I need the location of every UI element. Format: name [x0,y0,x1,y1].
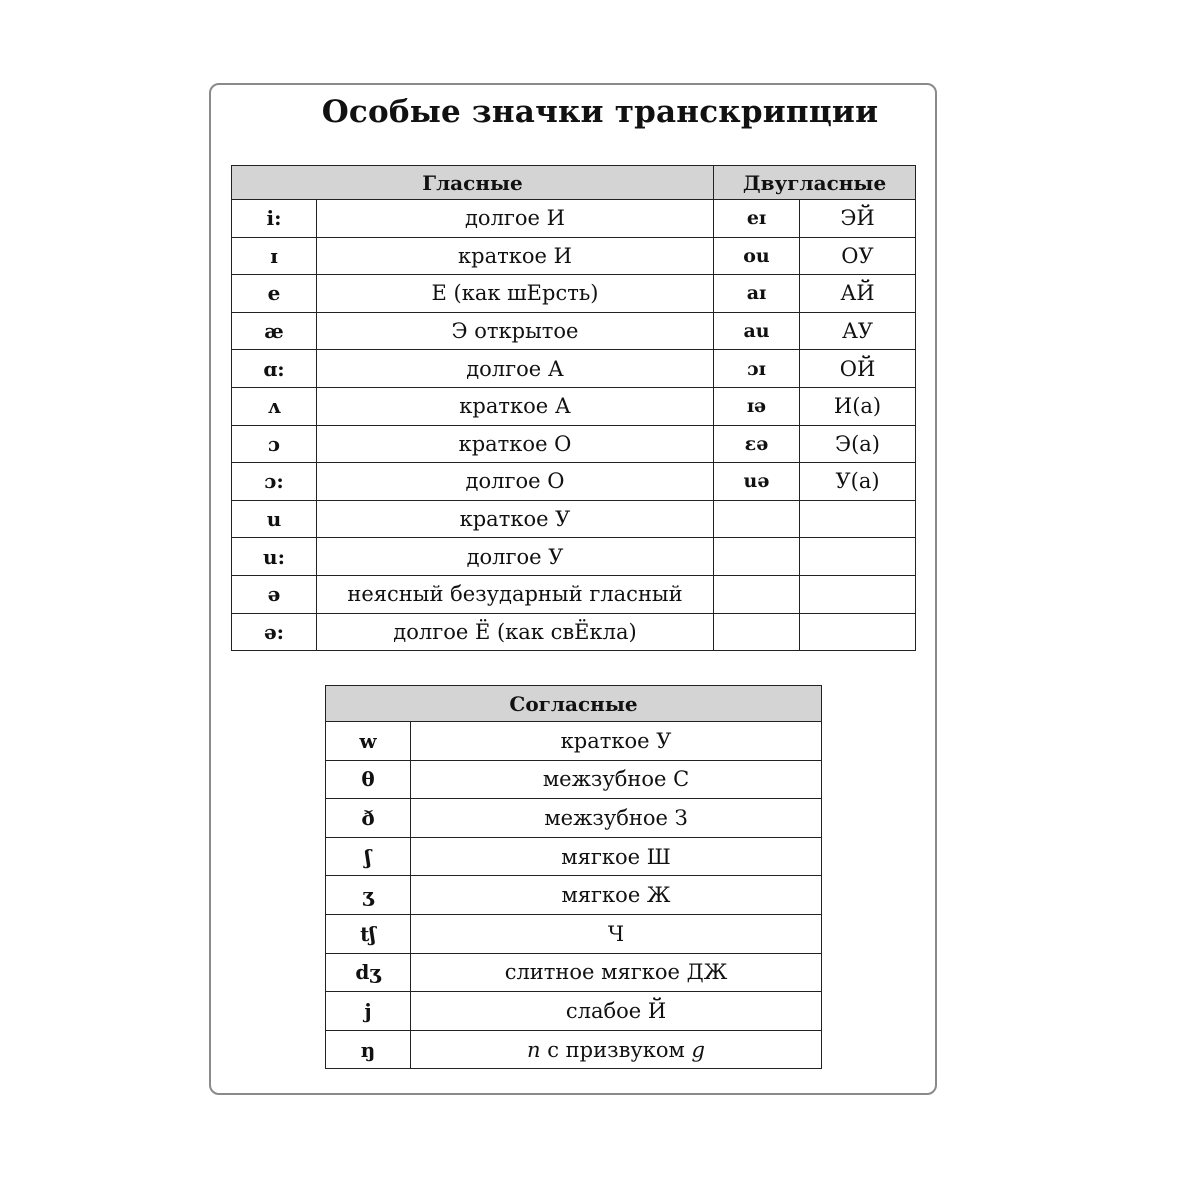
diphthong-value: АУ [800,312,916,350]
consonant-symbol: ŋ [326,1030,411,1069]
vowel-description: краткое А [317,387,714,425]
consonant-symbol: w [326,722,411,761]
vowel-description: долгое О [317,463,714,501]
vowel-symbol: ʌ [232,387,317,425]
table-row [232,312,916,350]
diphthong-value: ЭЙ [800,200,916,238]
consonant-description: слабое Й [411,992,822,1031]
vowel-description: Е (как шЕрсть) [317,275,714,313]
table-row [326,1030,822,1069]
table-row [232,538,916,576]
vowel-symbol: ə: [232,613,317,651]
vowel-description: краткое И [317,237,714,275]
consonant-symbol: ð [326,799,411,838]
empty-cell [714,500,800,538]
description-middle: с призвуком [540,1037,692,1062]
table-row [326,953,822,992]
table-row [326,992,822,1031]
table-row [232,575,916,613]
empty-cell [800,500,916,538]
table-row [326,876,822,915]
table-row [232,613,916,651]
diphthong-symbol: ɔɪ [714,350,800,388]
consonant-symbol: tʃ [326,914,411,953]
diphthong-symbol: uə [714,463,800,501]
consonant-symbol: ʒ [326,876,411,915]
vowel-symbol: u: [232,538,317,576]
vowel-symbol: e [232,275,317,313]
consonant-description [411,1030,822,1069]
consonant-description: мягкое Ж [411,876,822,915]
diphthong-symbol: au [714,312,800,350]
empty-cell [714,538,800,576]
vowel-symbol: ɪ [232,237,317,275]
empty-cell [800,538,916,576]
table-row [232,237,916,275]
table-row [326,722,822,761]
consonants-header: Согласные [326,686,822,722]
table-row [232,275,916,313]
consonant-description: Ч [411,914,822,953]
table-row [326,914,822,953]
page-title: Особые значки транскрипции [321,94,879,130]
vowel-symbol: i: [232,200,317,238]
table-row [232,350,916,388]
table-row [326,799,822,838]
vowel-symbol: u [232,500,317,538]
table-row [232,387,916,425]
table-row [326,760,822,799]
table-row [232,425,916,463]
diphthongs-header: Двугласные [714,166,916,200]
consonant-description: мягкое Ш [411,837,822,876]
consonant-symbol: j [326,992,411,1031]
diphthong-value: У(а) [800,463,916,501]
vowel-description: долгое Ё (как свЁкла) [317,613,714,651]
empty-cell [800,575,916,613]
empty-cell [714,613,800,651]
diphthong-symbol: ou [714,237,800,275]
vowels-header: Гласные [232,166,714,200]
diphthong-value: Э(а) [800,425,916,463]
table-row [232,500,916,538]
empty-cell [800,613,916,651]
table-row [326,837,822,876]
vowel-symbol: ə [232,575,317,613]
consonant-description: слитное мягкое ДЖ [411,953,822,992]
vowel-description: Э открытое [317,312,714,350]
consonant-description: межзубное С [411,760,822,799]
diphthong-symbol: eɪ [714,200,800,238]
table-row [232,200,916,238]
diphthong-value: ОУ [800,237,916,275]
consonant-description: краткое У [411,722,822,761]
consonant-description: межзубное З [411,799,822,838]
diphthong-value: ОЙ [800,350,916,388]
diphthong-symbol: ɪə [714,387,800,425]
vowels-diphthongs-table [231,165,916,651]
vowel-symbol: ɑ: [232,350,317,388]
letter-n: n [527,1037,541,1062]
diphthong-symbol: aɪ [714,275,800,313]
diphthong-value: АЙ [800,275,916,313]
letter-g: g [691,1037,705,1062]
vowel-description: неясный безударный гласный [317,575,714,613]
vowel-description: долгое И [317,200,714,238]
diphthong-symbol: ɛə [714,425,800,463]
consonant-symbol: dʒ [326,953,411,992]
consonant-symbol: θ [326,760,411,799]
vowel-symbol: ɔ [232,425,317,463]
vowel-symbol: æ [232,312,317,350]
table-row [232,463,916,501]
diphthong-value: И(а) [800,387,916,425]
vowel-symbol: ɔ: [232,463,317,501]
consonant-symbol: ʃ [326,837,411,876]
vowel-description: долгое А [317,350,714,388]
consonants-table [325,685,822,1069]
vowel-description: долгое У [317,538,714,576]
vowel-description: краткое О [317,425,714,463]
empty-cell [714,575,800,613]
vowel-description: краткое У [317,500,714,538]
